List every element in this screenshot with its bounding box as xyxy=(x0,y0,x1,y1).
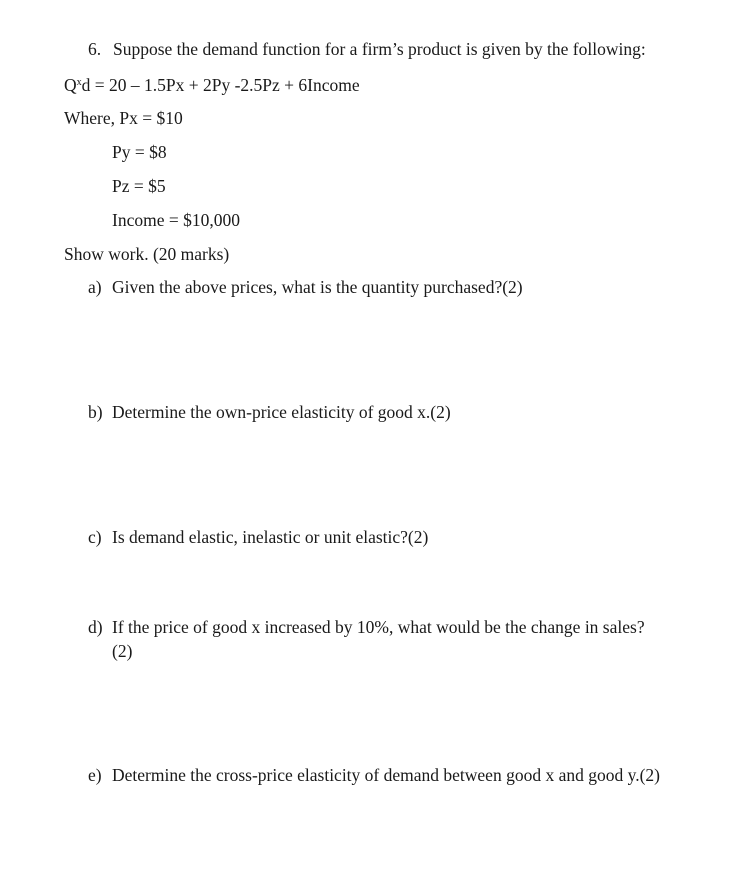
part-b-text: Determine the own-price elasticity of good x.(2) xyxy=(112,402,451,422)
part-e-text: Determine the cross-price elasticity of demand between good x and good y.(2) xyxy=(112,765,660,785)
part-b xyxy=(88,402,451,422)
part-d-text: If the price of good x increased by 10%, what would be the change in sales?(2) xyxy=(112,617,645,661)
part-e xyxy=(88,763,678,787)
income-value: Income = $10,000 xyxy=(112,210,240,230)
part-d xyxy=(88,615,648,663)
price-pz: Pz = $5 xyxy=(112,176,166,196)
where-px: Where, Px = $10 xyxy=(64,108,183,128)
part-a xyxy=(88,277,523,297)
part-a-text: Given the above prices, what is the quantity purchased?(2) xyxy=(112,277,523,297)
question-number: 6. xyxy=(88,39,102,59)
part-b-label: b) xyxy=(88,402,103,422)
instructions: Show work. (20 marks) xyxy=(64,244,230,264)
question-intro: Suppose the demand function for a firm’s product is given by the following: xyxy=(113,39,646,59)
question-heading xyxy=(88,39,646,59)
demand-equation xyxy=(64,73,360,95)
price-py: Py = $8 xyxy=(112,142,167,162)
part-c-label: c) xyxy=(88,527,102,547)
equation-body: d = 20 – 1.5Px + 2Py -2.5Pz + 6Income xyxy=(81,75,360,95)
part-c-text: Is demand elastic, inelastic or unit elastic?(2) xyxy=(112,527,429,547)
part-a-label: a) xyxy=(88,277,102,297)
equation-prefix: Q xyxy=(64,75,77,95)
equation-superscript: x xyxy=(76,77,82,88)
part-d-label: d) xyxy=(88,617,103,637)
part-e-label: e) xyxy=(88,765,102,785)
part-c xyxy=(88,527,428,547)
